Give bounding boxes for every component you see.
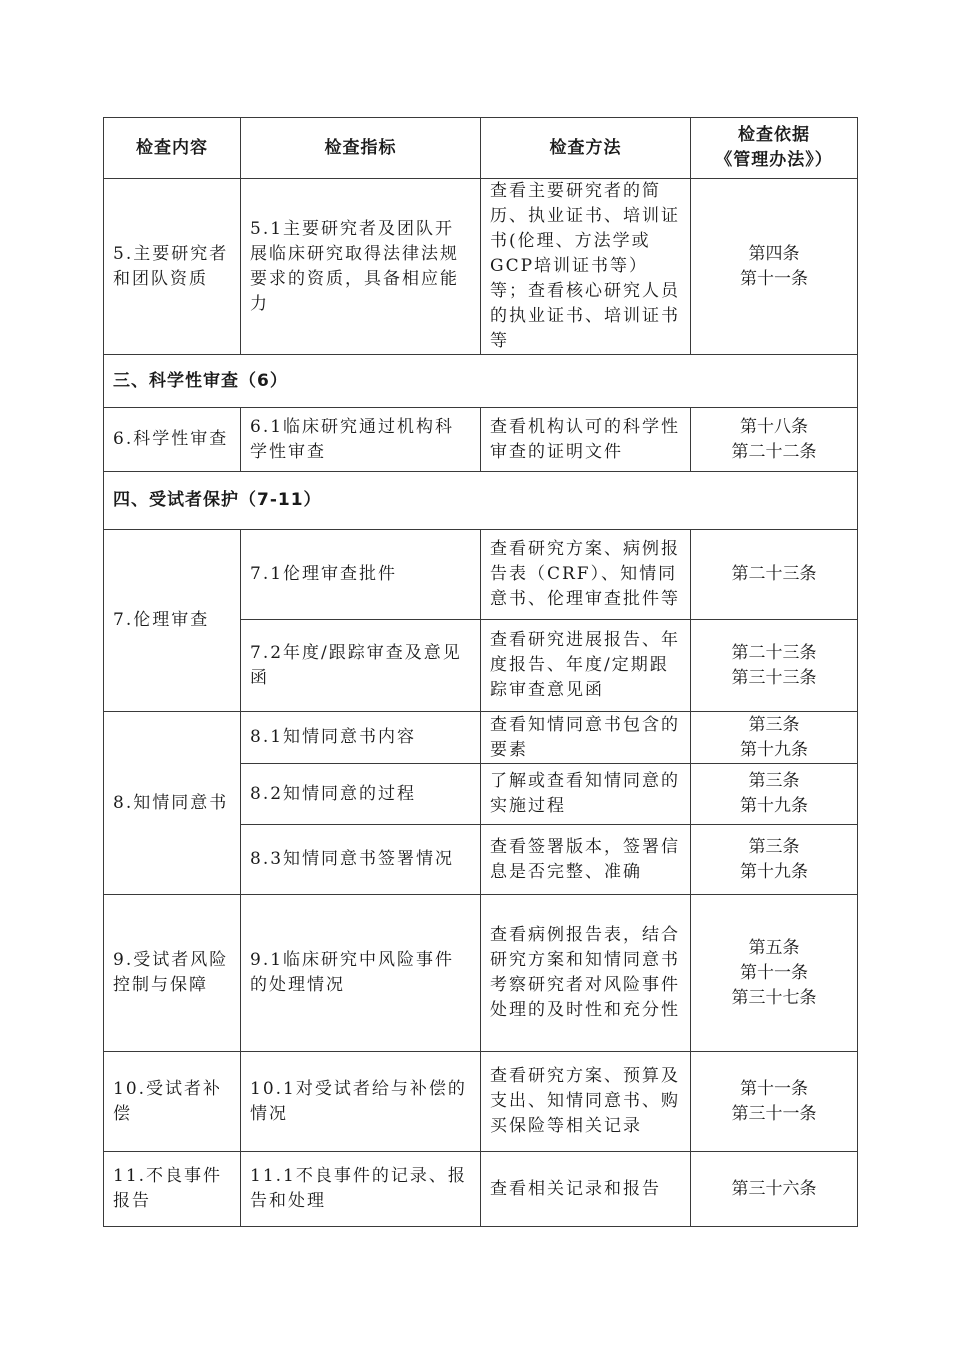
method-cell: 查看主要研究者的简历、执业证书、培训证书(伦理、方法学或GCP培训证书等）等；查看核心研究人员的执业证书、培训证书等 bbox=[481, 179, 691, 355]
basis-line: 第十九条 bbox=[740, 739, 808, 760]
content-cell: 10.受试者补偿 bbox=[104, 1052, 241, 1152]
basis-line: 第十九条 bbox=[740, 861, 808, 882]
content-cell: 6.科学性审查 bbox=[104, 408, 241, 472]
basis-cell bbox=[691, 530, 858, 620]
header-method: 检查方法 bbox=[481, 118, 691, 179]
method-cell: 查看病例报告表，结合研究方案和知情同意书考察研究者对风险事件处理的及时性和充分性 bbox=[481, 895, 691, 1052]
indicator-cell: 8.1知情同意书内容 bbox=[241, 712, 481, 764]
basis-line: 第十一条 bbox=[740, 962, 808, 983]
indicator-cell: 8.2知情同意的过程 bbox=[241, 764, 481, 825]
table-row bbox=[104, 1152, 858, 1227]
basis-cell bbox=[691, 179, 858, 355]
basis-cell bbox=[691, 764, 858, 825]
method-cell: 查看研究方案、病例报告表（CRF）、知情同意书、伦理审查批件等 bbox=[481, 530, 691, 620]
header-row bbox=[104, 118, 858, 179]
basis-line: 第三十三条 bbox=[731, 667, 817, 688]
table-row bbox=[104, 179, 858, 355]
method-cell: 查看知情同意书包含的要素 bbox=[481, 712, 691, 764]
table-row bbox=[104, 895, 858, 1052]
inspection-table bbox=[103, 117, 858, 1227]
content-cell: 11.不良事件报告 bbox=[104, 1152, 241, 1227]
basis-cell bbox=[691, 620, 858, 712]
indicator-cell: 7.1伦理审查批件 bbox=[241, 530, 481, 620]
section-row bbox=[104, 355, 858, 408]
basis-line: 第二十三条 bbox=[731, 564, 817, 584]
basis-line: 第十九条 bbox=[740, 796, 808, 816]
basis-line: 第十一条 bbox=[740, 1078, 808, 1099]
basis-cell bbox=[691, 895, 858, 1052]
method-cell: 查看研究进展报告、年度报告、年度/定期跟踪审查意见函 bbox=[481, 620, 691, 712]
basis-cell bbox=[691, 825, 858, 895]
basis-line: 第三条 bbox=[748, 714, 800, 735]
basis-line: 第四条 bbox=[748, 243, 800, 264]
header-content: 检查内容 bbox=[104, 118, 241, 179]
basis-line: 第三条 bbox=[748, 771, 800, 791]
indicator-cell: 6.1临床研究通过机构科学性审查 bbox=[241, 408, 481, 472]
table-row bbox=[104, 1052, 858, 1152]
header-basis bbox=[691, 118, 858, 179]
basis-line: 第十八条 bbox=[740, 416, 808, 437]
basis-line: 第三十一条 bbox=[731, 1103, 817, 1124]
header-indicator: 检查指标 bbox=[241, 118, 481, 179]
basis-line: 第十一条 bbox=[740, 268, 808, 289]
basis-line: 第五条 bbox=[748, 937, 800, 958]
indicator-cell: 10.1对受试者给与补偿的情况 bbox=[241, 1052, 481, 1152]
table-row bbox=[104, 712, 858, 764]
basis-cell bbox=[691, 408, 858, 472]
method-cell: 了解或查看知情同意的实施过程 bbox=[481, 764, 691, 825]
indicator-cell: 8.3知情同意书签署情况 bbox=[241, 825, 481, 895]
basis-cell bbox=[691, 1152, 858, 1227]
content-cell: 8.知情同意书 bbox=[104, 712, 241, 895]
section-row bbox=[104, 472, 858, 530]
table-row bbox=[104, 408, 858, 472]
basis-cell bbox=[691, 1052, 858, 1152]
basis-line: 第二十二条 bbox=[731, 441, 817, 462]
content-cell: 7.伦理审查 bbox=[104, 530, 241, 712]
indicator-cell: 5.1主要研究者及团队开展临床研究取得法律法规要求的资质，具备相应能力 bbox=[241, 179, 481, 355]
content-cell: 5.主要研究者和团队资质 bbox=[104, 179, 241, 355]
section-heading: 三、科学性审查（6） bbox=[104, 355, 858, 408]
content-cell: 9.受试者风险控制与保障 bbox=[104, 895, 241, 1052]
header-basis-line2: 《管理办法》） bbox=[715, 150, 833, 170]
method-cell: 查看相关记录和报告 bbox=[481, 1152, 691, 1227]
basis-line: 第三十六条 bbox=[731, 1178, 817, 1199]
basis-line: 第二十三条 bbox=[731, 642, 817, 663]
header-basis-line1: 检查依据 bbox=[738, 125, 810, 145]
method-cell: 查看机构认可的科学性审查的证明文件 bbox=[481, 408, 691, 472]
basis-cell bbox=[691, 712, 858, 764]
method-cell: 查看研究方案、预算及支出、知情同意书、购买保险等相关记录 bbox=[481, 1052, 691, 1152]
table-row bbox=[104, 530, 858, 620]
indicator-cell: 7.2年度/跟踪审查及意见函 bbox=[241, 620, 481, 712]
basis-line: 第三条 bbox=[748, 836, 800, 857]
indicator-cell: 11.1不良事件的记录、报告和处理 bbox=[241, 1152, 481, 1227]
section-heading: 四、受试者保护（7-11） bbox=[104, 472, 858, 530]
basis-line: 第三十七条 bbox=[731, 987, 817, 1008]
indicator-cell: 9.1临床研究中风险事件的处理情况 bbox=[241, 895, 481, 1052]
method-cell: 查看签署版本，签署信息是否完整、准确 bbox=[481, 825, 691, 895]
